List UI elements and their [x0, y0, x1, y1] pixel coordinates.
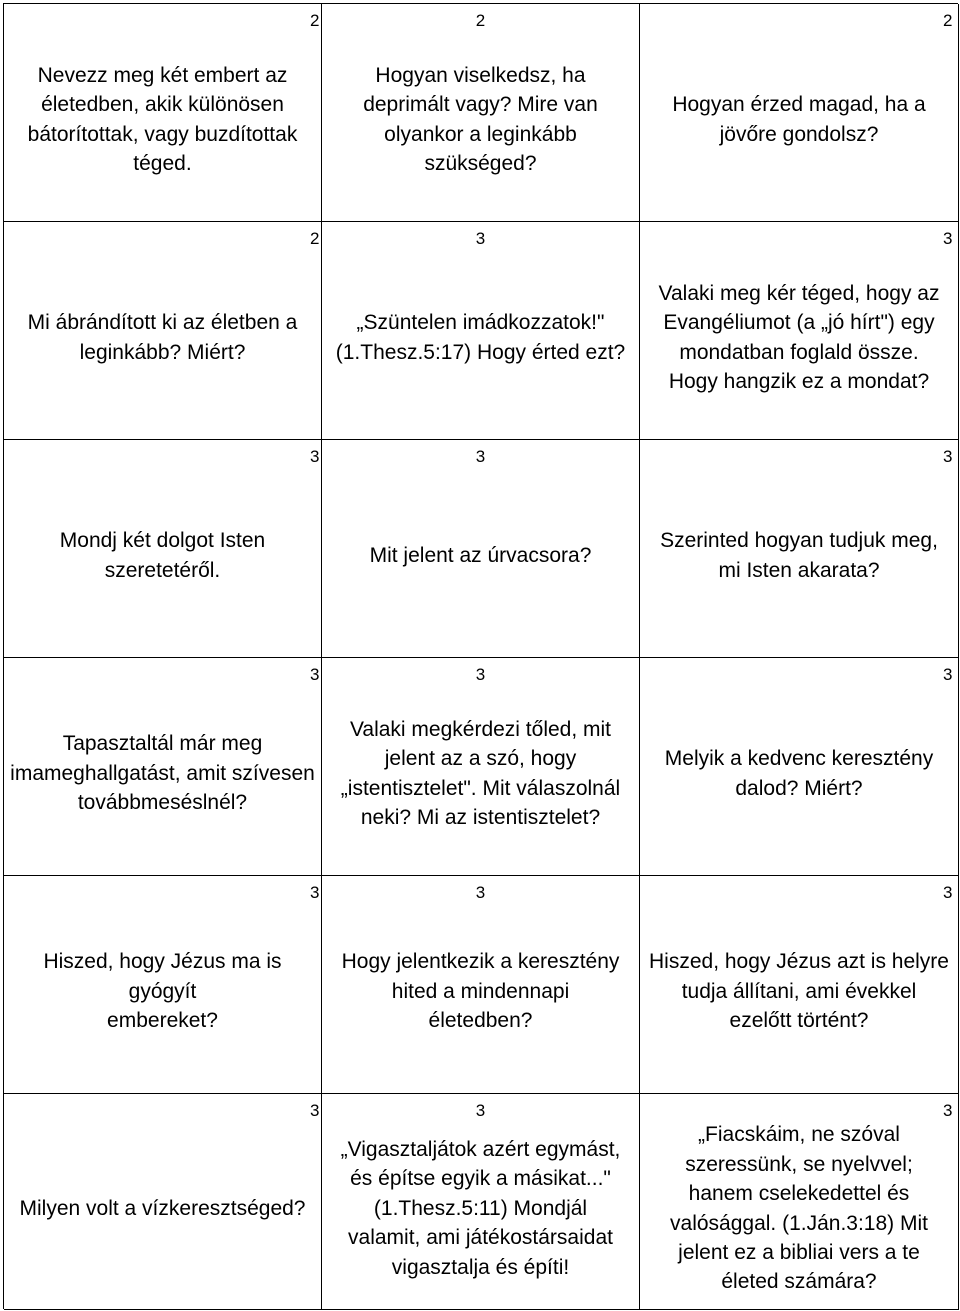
- card-number: 2: [943, 11, 953, 30]
- card-number: 3: [310, 665, 320, 684]
- question-card: [4, 876, 322, 1094]
- card-number: 3: [475, 665, 486, 684]
- question-text: Mondj két dolgot Isten szeretetéről.: [59, 529, 266, 582]
- card-number: 3: [943, 229, 953, 248]
- card-number: 3: [475, 229, 486, 248]
- question-card: [4, 4, 322, 222]
- question-card: [322, 658, 640, 876]
- card-number: 3: [475, 1101, 486, 1120]
- question-card: [640, 4, 959, 222]
- question-card: [322, 222, 640, 440]
- question-text: Mit jelent az úrvacsora?: [369, 543, 592, 567]
- question-card: [322, 1094, 640, 1310]
- card-grid: [3, 3, 958, 1309]
- question-text: Hiszed, hogy Jézus ma is gyógyít embereket?: [43, 950, 282, 1033]
- card-number: 3: [943, 1101, 953, 1120]
- card-number: 2: [310, 229, 320, 248]
- question-text: Hogy jelentkezik a keresztény hited a mindennapi életedben?: [341, 950, 620, 1033]
- question-text: Nevezz meg két embert az életedben, akik különösen bátorítottak, vagy buzdítottak téged.: [27, 63, 298, 175]
- question-card: [640, 658, 959, 876]
- card-number: 3: [475, 447, 486, 466]
- question-card: [4, 222, 322, 440]
- question-card: [4, 1094, 322, 1310]
- question-text: Melyik a kedvenc keresztény dalod? Miért?: [664, 747, 934, 800]
- card-number: 3: [310, 883, 320, 902]
- question-text: Szerinted hogyan tudjuk meg, mi Isten akarata?: [660, 529, 938, 582]
- question-card: [322, 876, 640, 1094]
- question-card: [4, 440, 322, 658]
- question-text: Tapasztaltál már meg imameghallgatást, amit szívesen továbbmeséslnél?: [10, 732, 315, 815]
- card-number: 3: [310, 447, 320, 466]
- question-text: Mi ábrándított ki az életben a leginkább? Miért?: [27, 311, 298, 364]
- question-text: Valaki megkérdezi tőled, mit jelent az a szó, hogy „istentisztelet". Mit válaszolnál neki? Mi az istentisztelet?: [340, 717, 621, 829]
- card-number: 2: [475, 11, 486, 30]
- card-number: 3: [943, 883, 953, 902]
- question-card: [640, 876, 959, 1094]
- card-number: 3: [943, 447, 953, 466]
- question-text: Hiszed, hogy Jézus azt is helyre tudja állítani, ami évekkel ezelőtt történt?: [649, 950, 949, 1033]
- question-text: Hogyan érzed magad, ha a jövőre gondolsz?: [672, 93, 926, 146]
- card-number: 3: [943, 665, 953, 684]
- question-card: [640, 222, 959, 440]
- question-text: „Fiacskáim, ne szóval szeressünk, se nyelvvel; hanem cselekedettel és valósággal. (1.Ján.3:18) Mit jelent ez a bibliai vers a te életed számára?: [670, 1123, 928, 1294]
- question-text: „Szüntelen imádkozzatok!" (1.Thesz.5:17) Hogy érted ezt?: [335, 311, 626, 364]
- question-card: [322, 440, 640, 658]
- question-text: Valaki meg kér téged, hogy az Evangéliumot (a „jó hírt") egy mondatban foglald össze. Hogy hangzik ez a mondat?: [658, 281, 940, 393]
- question-card: [640, 440, 959, 658]
- question-card: [640, 1094, 959, 1310]
- card-number: 3: [310, 1101, 320, 1120]
- question-text: Milyen volt a vízkeresztséged?: [19, 1196, 306, 1220]
- question-text: „Vigasztaljátok azért egymást, és építse egyik a másikat..." (1.Thesz.5:11) Mondjál valamit, ami játékostársaidat vigasztalja és építi!: [340, 1138, 621, 1279]
- question-card: [4, 658, 322, 876]
- question-card: [322, 4, 640, 222]
- card-number: 2: [310, 11, 320, 30]
- card-number: 3: [475, 883, 486, 902]
- question-text: Hogyan viselkedsz, ha deprimált vagy? Mire van olyankor a leginkább szükséged?: [363, 63, 598, 175]
